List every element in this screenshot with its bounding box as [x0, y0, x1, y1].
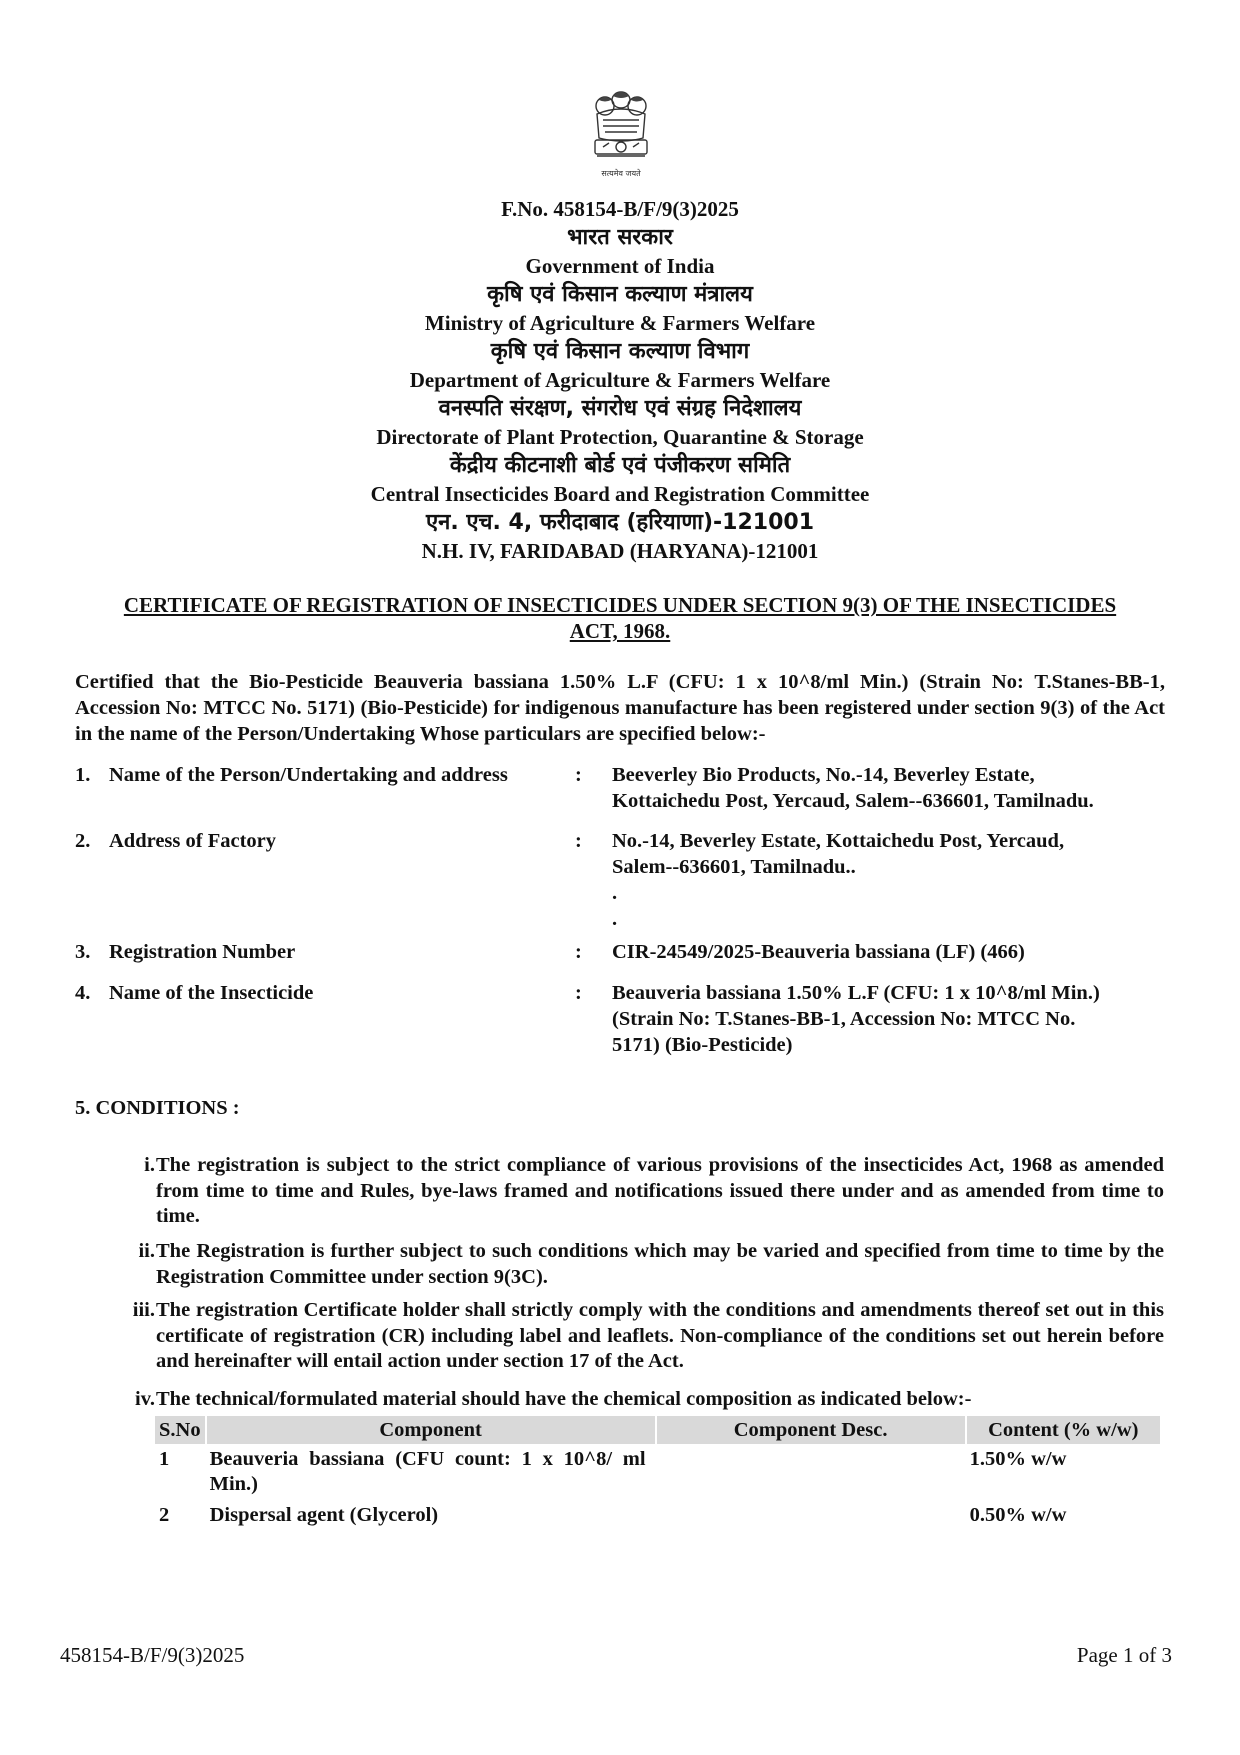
header-line-en: Central Insecticides Board and Registration Committee: [370, 482, 870, 506]
certificate-title: [100, 592, 1140, 644]
field-number: 2.: [75, 830, 91, 852]
field-value-line: 5171) (Bio-Pesticide): [612, 1034, 793, 1056]
field-number: 1.: [75, 764, 91, 786]
header-line-en: Ministry of Agriculture & Farmers Welfare: [424, 311, 816, 335]
condition-number: ii.: [138, 1240, 155, 1262]
national-emblem-icon: [583, 86, 659, 184]
title-line: CERTIFICATE OF REGISTRATION OF INSECTICIDES UNDER SECTION 9(3) OF THE INSECTICIDES: [123, 593, 1117, 617]
column-header: Component: [206, 1416, 656, 1444]
field-value: [612, 828, 1212, 932]
footer-file-number: 458154-B/F/9(3)2025: [60, 1643, 245, 1667]
emblem-motto: सत्यमेव जयते: [601, 169, 641, 178]
condition-number: i.: [144, 1154, 155, 1176]
condition-text: The technical/formulated material should have the chemical composition as indicated below:-: [156, 1388, 972, 1410]
composition-table: [155, 1416, 1160, 1531]
field-number: 4.: [75, 982, 91, 1004]
header-line-hi: वनस्पति संरक्षण, संगरोध एवं संग्रह निदेशालय: [438, 395, 802, 421]
condition-number: iv.: [135, 1388, 155, 1410]
field-colon: :: [575, 830, 582, 852]
field-colon: :: [575, 764, 582, 786]
column-header: Component Desc.: [656, 1416, 966, 1444]
field-number: 3.: [75, 941, 91, 963]
field-value-line: Salem--636601, Tamilnadu..: [612, 856, 856, 878]
field-value-line: Beeverley Bio Products, No.-14, Beverley Estate,: [612, 764, 1035, 786]
field-label: Registration Number: [109, 941, 296, 963]
table-cell: 1.50% w/w: [969, 1448, 1067, 1470]
field-label: Name of the Person/Undertaking and address: [109, 764, 508, 786]
condition-text: The registration is subject to the strict compliance of various provisions of the insecticides Act, 1968 as amended from time to time and Rules, bye-laws framed and notifications issued there under and as amended from time to time.: [156, 1154, 1164, 1227]
table-cell: 2: [159, 1504, 170, 1526]
field-value-line: Beauveria bassiana 1.50% L.F (CFU: 1 x 10^8/ml Min.): [612, 982, 1100, 1004]
header-line-hi: कृषि एवं किसान कल्याण मंत्रालय: [487, 281, 753, 307]
header-line-hi: कृषि एवं किसान कल्याण विभाग: [490, 338, 750, 364]
condition-text: The Registration is further subject to such conditions which may be varied and specified from time to time by the Registration Committee under section 9(3C).: [156, 1240, 1164, 1288]
field-value: [612, 762, 1212, 814]
field-value: [612, 980, 1212, 1058]
certification-statement: Certified that the Bio-Pesticide Beauveria bassiana 1.50% L.F (CFU: 1 x 10^8/ml Min.) (Strain No: T.Stanes-BB-1, Accession No: MTCC No. 5171) (Bio-Pesticide) for indigenous manufacture has been registered under section 9(3) of the Act in the name of the Person/Undertaking Whose particulars are specified below:-: [75, 671, 1165, 745]
table-cell: 1: [159, 1448, 170, 1470]
header-line-hi: एन. एच. 4, फरीदाबाद (हरियाणा)-121001: [425, 509, 815, 535]
field-value: [612, 939, 1212, 965]
header-line-en: Government of India: [525, 254, 715, 278]
condition-number: iii.: [132, 1299, 155, 1321]
file-number: F.No. 458154-B/F/9(3)2025: [501, 197, 739, 221]
field-value-line: .: [612, 908, 618, 930]
table-cell: 0.50% w/w: [969, 1504, 1067, 1526]
table-cell: [656, 1444, 966, 1500]
field-label: Name of the Insecticide: [109, 982, 314, 1004]
header-line-hi: भारत सरकार: [567, 224, 673, 250]
table-cell: [656, 1500, 966, 1531]
field-value-line: .: [612, 882, 618, 904]
field-colon: :: [575, 982, 582, 1004]
field-value-line: CIR-24549/2025-Beauveria bassiana (LF) (466): [612, 941, 1025, 963]
table-cell: Dispersal agent (Glycerol): [209, 1504, 439, 1526]
table-row: [155, 1444, 1160, 1500]
field-colon: :: [575, 941, 582, 963]
header-line-en: Department of Agriculture & Farmers Welfare: [409, 368, 831, 392]
field-label: Address of Factory: [109, 830, 277, 852]
field-value-line: Kottaichedu Post, Yercaud, Salem--636601, Tamilnadu.: [612, 790, 1094, 812]
header-line-en: N.H. IV, FARIDABAD (HARYANA)-121001: [421, 539, 819, 563]
table-header-row: [155, 1416, 1160, 1444]
column-header: Content (% w/w): [966, 1416, 1160, 1444]
letterhead: [0, 195, 1240, 566]
title-line: ACT, 1968.: [569, 619, 671, 643]
header-line-hi: केंद्रीय कीटनाशी बोर्ड एवं पंजीकरण समिति: [449, 452, 791, 478]
page-number: Page 1 of 3: [1076, 1643, 1172, 1667]
table-cell: Beauveria bassiana (CFU count: 1 x 10^8/ ml Min.): [209, 1448, 646, 1495]
header-line-en: Directorate of Plant Protection, Quarantine & Storage: [376, 425, 864, 449]
column-header: S.No: [155, 1416, 206, 1444]
table-row: [155, 1500, 1160, 1531]
field-value-line: (Strain No: T.Stanes-BB-1, Accession No: MTCC No.: [612, 1008, 1076, 1030]
condition-text: The registration Certificate holder shall strictly comply with the conditions and amendments thereof set out in this certificate of registration (CR) including label and leaflets. Non-compliance of the conditions set out herein before and hereinafter will entail action under section 17 of the Act.: [156, 1299, 1164, 1372]
conditions-heading: 5. CONDITIONS :: [75, 1097, 240, 1119]
field-value-line: No.-14, Beverley Estate, Kottaichedu Post, Yercaud,: [612, 830, 1065, 852]
